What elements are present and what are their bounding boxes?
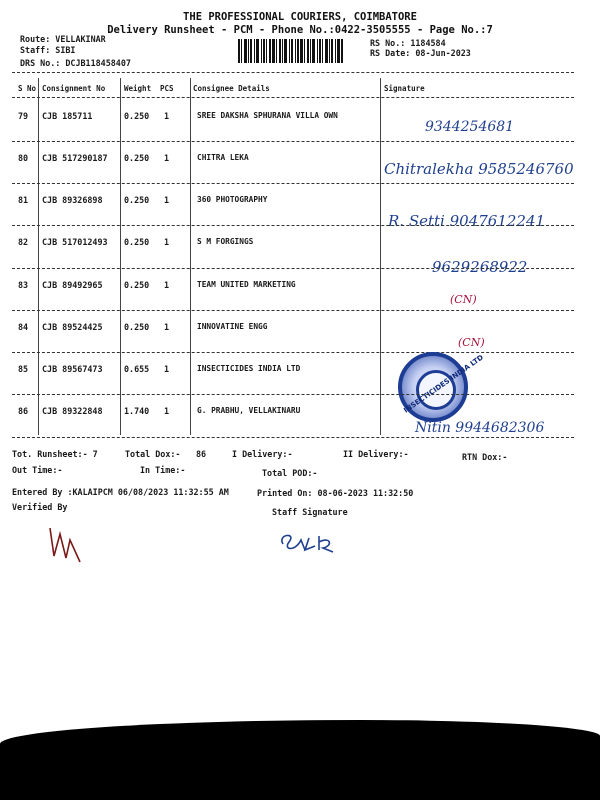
row-consignee: S M FORGINGS [197, 237, 254, 246]
row-consignment-no: CJB 89326898 [42, 195, 103, 205]
printed-on: Printed On: 08-06-2023 11:32:50 [257, 488, 414, 498]
i-delivery: I Delivery:- [232, 449, 293, 459]
handwritten-note: (CN) [458, 336, 485, 349]
row-weight: 0.250 [124, 322, 150, 332]
row-consignment-no: CJB 185711 [42, 111, 93, 121]
row-sno: 81 [18, 195, 29, 205]
total-dox-value: 86 [196, 449, 207, 459]
col-signature: Signature [384, 84, 425, 93]
divider [12, 437, 574, 438]
row-consignment-no: CJB 517012493 [42, 237, 108, 247]
row-sno: 86 [18, 406, 29, 416]
rs-date: RS Date: 08-Jun-2023 [370, 48, 471, 58]
row-pcs: 1 [164, 280, 170, 290]
ii-delivery: II Delivery:- [343, 449, 409, 459]
row-pcs: 1 [164, 406, 170, 416]
column-separator [380, 78, 381, 435]
handwritten-signature: Nitin 9944682306 [415, 420, 545, 436]
row-consignment-no: CJB 89567473 [42, 364, 103, 374]
col-sno: S No [18, 84, 37, 93]
col-pcs: PCS [160, 84, 174, 93]
entered-by: Entered By :KALAIPCM 06/08/2023 11:32:55 AM [12, 487, 229, 497]
handwritten-signature: Chitralekha 9585246760 [384, 160, 574, 178]
row-sno: 85 [18, 364, 29, 374]
handwritten-note: (CN) [450, 293, 477, 306]
verified-by: Verified By [12, 502, 68, 512]
verifier-signature-icon [40, 520, 90, 565]
row-sno: 80 [18, 153, 29, 163]
total-pod: Total POD:- [262, 468, 318, 478]
divider [12, 268, 574, 269]
column-separator [38, 78, 39, 435]
row-consignee: CHITRA LEKA [197, 153, 249, 162]
divider [12, 183, 574, 184]
handwritten-signature: 9629268922 [432, 258, 528, 276]
col-consignment: Consignment No [42, 84, 106, 93]
company-title: THE PROFESSIONAL COURIERS, COIMBATORE [183, 11, 417, 23]
staff-label: Staff: SIBI [20, 45, 76, 55]
total-runsheet: Tot. Runsheet:- 7 [12, 449, 98, 459]
total-dox-label: Total Dox:- [125, 449, 181, 459]
row-weight: 1.740 [124, 406, 150, 416]
rs-number: RS No.: 1184584 [370, 38, 446, 48]
divider [12, 97, 574, 98]
row-weight: 0.250 [124, 195, 150, 205]
divider [12, 394, 574, 395]
divider [12, 141, 574, 142]
column-separator [190, 78, 191, 435]
col-consignee: Consignee Details [193, 84, 270, 93]
runsheet-subtitle: Delivery Runsheet - PCM - Phone No.:0422-3505555 - Page No.:7 [107, 24, 493, 36]
row-pcs: 1 [164, 153, 170, 163]
row-consignment-no: CJB 89524425 [42, 322, 103, 332]
rtn-dox: RTN Dox:- [462, 452, 508, 462]
column-separator [120, 78, 121, 435]
col-weight: Weight [124, 84, 152, 93]
barcode-icon [238, 39, 366, 63]
row-consignee: TEAM UNITED MARKETING [197, 280, 296, 289]
row-pcs: 1 [164, 111, 170, 121]
row-pcs: 1 [164, 195, 170, 205]
row-consignee: INNOVATINE ENGG [197, 322, 268, 331]
divider [12, 352, 574, 353]
row-consignment-no: CJB 517290187 [42, 153, 108, 163]
handwritten-signature: R. Setti 9047612241 [388, 212, 546, 230]
row-pcs: 1 [164, 237, 170, 247]
staff-signature-icon [275, 528, 345, 558]
row-consignee: 360 PHOTOGRAPHY [197, 195, 268, 204]
divider [12, 225, 574, 226]
row-sno: 82 [18, 237, 29, 247]
row-sno: 84 [18, 322, 29, 332]
row-consignment-no: CJB 89492965 [42, 280, 103, 290]
row-consignment-no: CJB 89322848 [42, 406, 103, 416]
row-weight: 0.250 [124, 237, 150, 247]
in-time: In Time:- [140, 465, 186, 475]
stamp-text: INSECTICIDES INDIA LTD [402, 353, 485, 415]
scan-edge [0, 720, 600, 800]
row-sno: 83 [18, 280, 29, 290]
row-weight: 0.655 [124, 364, 150, 374]
row-sno: 79 [18, 111, 29, 121]
row-pcs: 1 [164, 364, 170, 374]
divider [12, 72, 574, 73]
handwritten-signature: 9344254681 [425, 119, 515, 135]
row-pcs: 1 [164, 322, 170, 332]
out-time: Out Time:- [12, 465, 63, 475]
row-weight: 0.250 [124, 153, 150, 163]
row-consignee: SREE DAKSHA SPHURANA VILLA OWN [197, 111, 338, 120]
divider [12, 310, 574, 311]
route-label: Route: VELLAKINAR [20, 34, 106, 44]
row-weight: 0.250 [124, 111, 150, 121]
staff-signature-label: Staff Signature [272, 507, 348, 517]
drs-number: DRS No.: DCJB118458407 [20, 58, 131, 68]
row-weight: 0.250 [124, 280, 150, 290]
row-consignee: INSECTICIDES INDIA LTD [197, 364, 301, 373]
row-consignee: G. PRABHU, VELLAKINARU [197, 406, 301, 415]
company-stamp [398, 352, 485, 422]
